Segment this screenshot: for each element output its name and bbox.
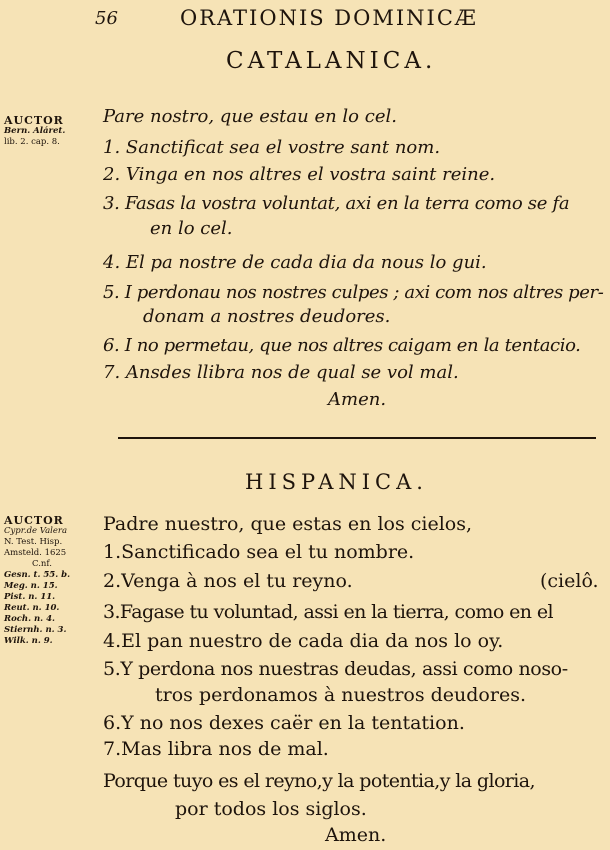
prayer-line: 7. Ansdes llibra nos de qual se vol mal. [103,362,459,383]
prayer-line: Padre nuestro, que estas en los cielos, [103,513,473,535]
spanish-section-title: HISPANICA. [245,470,428,494]
prayer-line: Amen. [328,389,387,410]
margin-reference: Meg. n. 15. [4,581,58,591]
prayer-line: 2. Vinga en nos altres el vostra saint reine. [103,164,496,185]
margin-reference: Amsteld. 1625 [4,548,67,558]
prayer-line: 3.Fagase tu voluntad, assi en la tierra, como en el [103,601,553,623]
margin-reference: Roch. n. 4. [4,614,55,624]
margin-reference: Stiernh. n. 3. [4,625,67,635]
margin-reference: Reut. n. 10. [4,603,60,613]
section-divider [118,437,596,439]
prayer-line: Amen. [325,824,387,846]
catalan-margin-note [4,115,65,148]
margin-author-label: AUCTOR [4,514,64,527]
catalan-section-title: CATALANICA. [226,48,437,74]
prayer-line: 5. I perdonau nos nostres culpes ; axi com nos altres per- [103,282,604,303]
prayer-line: 3. Fasas la vostra voluntat, axi en la terra como se fa [103,193,570,214]
margin-reference: Bern. Aláret. [4,126,66,136]
prayer-line: por todos los siglos. [175,798,367,820]
margin-author-label: AUCTOR [4,114,64,127]
prayer-line: Porque tuyo es el reyno,y la potentia,y la gloria, [103,770,535,792]
spanish-margin-note [4,515,70,647]
margin-reference: Cypr.de Valera [4,526,68,536]
margin-reference: C.nf. [32,559,52,569]
page-number: 56 [95,8,118,29]
prayer-line: 4.El pan nuestro de cada dia da nos lo oy. [103,630,504,652]
prayer-line: 2.Venga à nos el tu reyno. [103,570,353,592]
prayer-line: Pare nostro, que estau en lo cel. [103,106,397,127]
prayer-line: tros perdonamos à nuestros deudores. [155,684,526,706]
margin-reference: Gesn. t. 55. b. [4,570,71,580]
prayer-line: 5.Y perdona nos nuestras deudas, assi como noso- [103,658,568,680]
prayer-line: 1.Sanctificado sea el tu nombre. [103,541,415,563]
prayer-line: en lo cel. [150,218,233,239]
prayer-line: (cielô. [540,570,599,592]
prayer-line: 4. El pa nostre de cada dia da nous lo gui. [103,252,487,273]
margin-reference: Pist. n. 11. [4,592,56,602]
prayer-line: 1. Sanctificat sea el vostre sant nom. [103,137,441,158]
prayer-line: 7.Mas libra nos de mal. [103,738,329,760]
margin-reference: lib. 2. cap. 8. [4,137,60,147]
margin-reference: Wilk. n. 9. [4,636,53,646]
prayer-line: 6.Y no nos dexes caër en la tentation. [103,712,465,734]
prayer-line: donam a nostres deudores. [143,306,391,327]
page-header [0,6,610,34]
margin-reference: N. Test. Hisp. [4,537,63,547]
prayer-line: 6. I no permetau, que nos altres caigam en la tentacio. [103,335,581,356]
running-title: ORATIONIS DOMINICÆ [180,6,478,30]
